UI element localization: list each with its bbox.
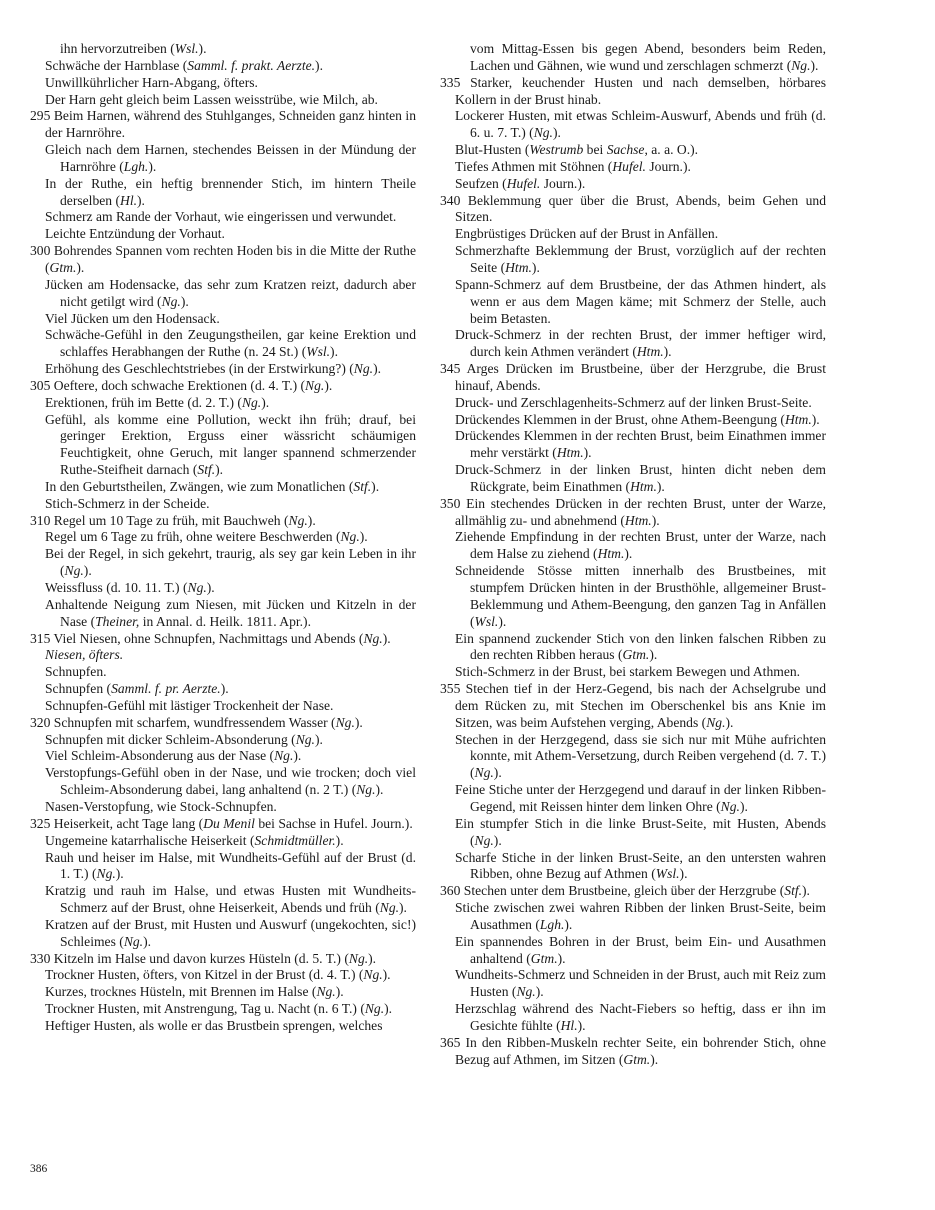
entry-number: 365	[440, 1034, 461, 1050]
entry: Ein stumpfer Stich in die linke Brust-Seite, mit Husten, Abends (Ng.).	[455, 815, 826, 848]
entry: Kratzig und rauh im Halse, und etwas Husten mit Wundheits-Schmerz auf der Brust, ohne Heiserkeit, Abends und früh (Ng.).	[45, 883, 416, 916]
numbered-entry: 320 Schnupfen mit scharfem, wundfressendem Wasser (Ng.).	[30, 714, 363, 730]
numbered-entry: 350 Ein stechendes Drücken in der rechten Brust, unter der Warze, allmählig zu- und abnehmend (Htm.).	[440, 495, 826, 528]
entry: vom Mittag-Essen bis gegen Abend, besonders beim Reden, Lachen und Gähnen, wie wund und zerschlagen schmerzt (Ng.).	[470, 41, 826, 73]
entry-number: 325	[30, 815, 51, 831]
entry: Lockerer Husten, mit etwas Schleim-Auswurf, Abends und früh (d. 6. u. 7. T.) (Ng.).	[455, 108, 826, 141]
entry: Gleich nach dem Harnen, stechendes Beissen in der Mündung der Harnröhre (Lgh.).	[45, 142, 416, 174]
entry-number: 355	[440, 681, 461, 697]
numbered-entry: 360 Stechen unter dem Brustbeine, gleich über der Herzgrube (Stf.).	[440, 883, 810, 899]
entry: Schnupfen-Gefühl mit lästiger Trockenheit der Nase.	[45, 697, 334, 713]
entry: Schnupfen.	[45, 664, 107, 680]
entry: Ungemeine katarrhalische Heiserkeit (Schmidtmüller.).	[45, 832, 344, 848]
entry: Druck- und Zerschlagenheits-Schmerz auf der linken Brust-Seite.	[455, 394, 812, 410]
entry: Schnupfen (Samml. f. pr. Aerzte.).	[45, 681, 229, 697]
entry: Erhöhung des Geschlechtstriebes (in der Erstwirkung?) (Ng.).	[45, 361, 381, 377]
entry: Blut-Husten (Westrumb bei Sachse, a. a. O.).	[455, 142, 699, 158]
numbered-entry: 330 Kitzeln im Halse und davon kurzes Hüsteln (d. 5. T.) (Ng.).	[30, 950, 377, 966]
entry: Drückendes Klemmen in der rechten Brust, beim Einathmen immer mehr verstärkt (Htm.).	[455, 428, 826, 461]
entry-number: 295	[30, 108, 51, 124]
entry: Spann-Schmerz auf dem Brustbeine, der das Athmen hindert, als wenn er aus dem Magen käme; mit Schmerz der Stelle, auch beim Betasten.	[455, 276, 826, 326]
entry: Scharfe Stiche in der linken Brust-Seite, an den untersten wahren Ribben, ohne Bezug auf Athmen (Wsl.).	[455, 849, 826, 882]
entry: Kratzen auf der Brust, mit Husten und Auswurf (ungekochten, sic!) Schleimes (Ng.).	[45, 916, 416, 949]
entry: In den Geburtstheilen, Zwängen, wie zum Monatlichen (Stf.).	[45, 478, 380, 494]
entry: Ein spannend zuckender Stich von den linken falschen Ribben zu den rechten Ribben heraus (Gtm.).	[455, 630, 826, 663]
numbered-entry: 305 Oeftere, doch schwache Erektionen (d. 4. T.) (Ng.).	[30, 377, 333, 393]
entry-number: 320	[30, 714, 51, 730]
entry: Schnupfen mit dicker Schleim-Absonderung (Ng.).	[45, 731, 323, 747]
numbered-entry: 325 Heiserkeit, acht Tage lang (Du Menil bei Sachse in Hufel. Journ.).	[30, 815, 413, 831]
entry: Bei der Regel, in sich gekehrt, traurig, als sey gar kein Leben in ihr (Ng.).	[45, 546, 416, 579]
entry: Viel Schleim-Absonderung aus der Nase (Ng.).	[45, 748, 302, 764]
entry: Kurzes, trocknes Hüsteln, mit Brennen im Halse (Ng.).	[45, 984, 344, 1000]
entry-number: 340	[440, 192, 461, 208]
entry: Schwäche der Harnblase (Samml. f. prakt. Aerzte.).	[45, 57, 323, 73]
entry: Heftiger Husten, als wolle er das Brustbein sprengen, welches	[45, 1017, 383, 1033]
numbered-entry: 345 Arges Drücken im Brustbeine, über der Herzgrube, die Brust hinauf, Abends.	[440, 361, 826, 393]
entry: Anhaltende Neigung zum Niesen, mit Jücken und Kitzeln in der Nase (Theiner, in Annal. d. Heilk. 1811. Apr.).	[45, 596, 416, 629]
entry: Nasen-Verstopfung, wie Stock-Schnupfen.	[45, 798, 277, 814]
entry-number: 305	[30, 377, 51, 393]
numbered-entry: 295 Beim Harnen, während des Stuhlganges, Schneiden ganz hinten in der Harnröhre.	[30, 108, 416, 141]
entry: Viel Jücken um den Hodensack.	[45, 310, 220, 326]
left-column	[30, 41, 416, 1035]
entry: Gefühl, als komme eine Pollution, weckt ihn früh; drauf, bei geringer Erektion, Erguss einer wässricht schäumigen Feuchtigkeit, ohne Geruch, mit langer spannend schmerzender Ruthe-Steifheit darnach (Stf.).	[45, 411, 416, 478]
numbered-entry: 355 Stechen tief in der Herz-Gegend, bis nach der Achselgrube und dem Rücken zu, mit Stechen im Oberschenkel bis ans Knie im Sitzen, was beim Aufstehen verging, Abends (Ng.).	[440, 681, 826, 730]
entry: Trockner Husten, öfters, von Kitzel in der Brust (d. 4. T.) (Ng.).	[45, 967, 391, 983]
entry: Druck-Schmerz in der rechten Brust, der immer heftiger wird, durch kein Athmen verändert (Htm.).	[455, 327, 826, 360]
entry: Stich-Schmerz in der Scheide.	[45, 495, 210, 511]
entry: ihn hervorzutreiben (Wsl.).	[60, 41, 207, 56]
page-number: 386	[30, 1163, 48, 1175]
entry: Niesen, öfters.	[45, 647, 124, 663]
entry: Stich-Schmerz in der Brust, bei starkem Bewegen und Athmen.	[455, 664, 801, 680]
entry: Unwillkührlicher Harn-Abgang, öfters.	[45, 74, 258, 90]
entry: Schmerz am Rande der Vorhaut, wie eingerissen und verwundet.	[45, 209, 397, 225]
entry-number: 345	[440, 361, 461, 377]
entry: Druck-Schmerz in der linken Brust, hinten dicht neben dem Rückgrate, beim Einathmen (Htm.).	[455, 462, 826, 494]
entry-number: 300	[30, 243, 51, 259]
entry: Verstopfungs-Gefühl oben in der Nase, und wie trocken; doch viel Schleim-Absonderung dabei, lang anhaltend (n. 2 T.) (Ng.).	[45, 765, 416, 798]
numbered-entry: 335 Starker, keuchender Husten und nach demselben, hörbares Kollern in der Brust hinab.	[440, 74, 826, 107]
entry: Schneidende Stösse mitten innerhalb des Brustbeines, mit stumpfem Drücken hinten in der Brusthöhle, allgemeiner Brust-Beklemmung und Athem-Beengung, den ganzen Tag in Anfällen (Wsl.).	[455, 563, 826, 629]
entry: Stechen in der Herzgegend, dass sie sich nur mit Mühe aufrichten konnte, mit Athem-Versetzung, durch Reiben vergehend (d. 7. T.) (Ng.).	[455, 731, 826, 781]
entry: Trockner Husten, mit Anstrengung, Tag u. Nacht (n. 6 T.) (Ng.).	[45, 1001, 393, 1017]
entry: Schwäche-Gefühl in den Zeugungstheilen, gar keine Erektion und schlaffes Herabhangen der Ruthe (n. 24 St.) (Wsl.).	[45, 327, 416, 360]
entry-number: 310	[30, 512, 51, 528]
entry: Drückendes Klemmen in der Brust, ohne Athem-Beengung (Htm.).	[455, 411, 820, 427]
right-column	[440, 41, 826, 1068]
entry: Regel um 6 Tage zu früh, ohne weitere Beschwerden (Ng.).	[45, 529, 368, 545]
entry: Tiefes Athmen mit Stöhnen (Hufel. Journ.).	[455, 158, 691, 174]
numbered-entry: 300 Bohrendes Spannen vom rechten Hoden bis in die Mitte der Ruthe (Gtm.).	[30, 243, 416, 275]
numbered-entry: 340 Beklemmung quer über die Brust, Abends, beim Gehen und Sitzen.	[440, 192, 826, 225]
entry: Weissfluss (d. 10. 11. T.) (Ng.).	[45, 580, 215, 595]
entry: Feine Stiche unter der Herzgegend und darauf in der linken Ribben-Gegend, mit Reissen hinter dem linken Ohre (Ng.).	[455, 782, 826, 814]
entry: Herzschlag während des Nacht-Fiebers so heftig, dass er ihn im Gesichte fühlte (Hl.).	[455, 1001, 826, 1033]
entry: Der Harn geht gleich beim Lassen weisstrübe, wie Milch, ab.	[45, 91, 378, 107]
entry: Erektionen, früh im Bette (d. 2. T.) (Ng.).	[45, 394, 270, 410]
entry: Engbrüstiges Drücken auf der Brust in Anfällen.	[455, 226, 719, 242]
entry: Schmerzhafte Beklemmung der Brust, vorzüglich auf der rechten Seite (Htm.).	[455, 243, 826, 275]
entry: Seufzen (Hufel. Journ.).	[455, 175, 586, 191]
entry: Ein spannendes Bohren in der Brust, beim Ein- und Ausathmen anhaltend (Gtm.).	[455, 933, 826, 966]
numbered-entry: 365 In den Ribben-Muskeln rechter Seite, ein bohrender Stich, ohne Bezug auf Athmen, im Sitzen (Gtm.).	[440, 1034, 826, 1067]
numbered-entry: 310 Regel um 10 Tage zu früh, mit Bauchweh (Ng.).	[30, 512, 316, 528]
entry: Jücken am Hodensacke, das sehr zum Kratzen reizt, dadurch aber nicht getilgt wird (Ng.).	[45, 276, 416, 309]
entry: Ziehende Empfindung in der rechten Brust, unter der Warze, nach dem Halse zu ziehend (Htm.).	[455, 529, 826, 562]
entry-number: 330	[30, 950, 51, 966]
entry: In der Ruthe, ein heftig brennender Stich, im hintern Theile derselben (Hl.).	[45, 175, 416, 208]
entry: Wundheits-Schmerz und Schneiden in der Brust, auch mit Reiz zum Husten (Ng.).	[455, 967, 826, 1000]
entry-number: 350	[440, 495, 461, 511]
numbered-entry: 315 Viel Niesen, ohne Schnupfen, Nachmittags und Abends (Ng.).	[30, 630, 391, 646]
entry-number: 360	[440, 883, 461, 899]
entry-number: 335	[440, 74, 461, 90]
entry: Leichte Entzündung der Vorhaut.	[45, 226, 225, 242]
entry-number: 315	[30, 630, 51, 646]
entry: Stiche zwischen zwei wahren Ribben der linken Brust-Seite, beim Ausathmen (Lgh.).	[455, 900, 826, 932]
entry: Rauh und heiser im Halse, mit Wundheits-Gefühl auf der Brust (d. 1. T.) (Ng.).	[45, 849, 416, 882]
